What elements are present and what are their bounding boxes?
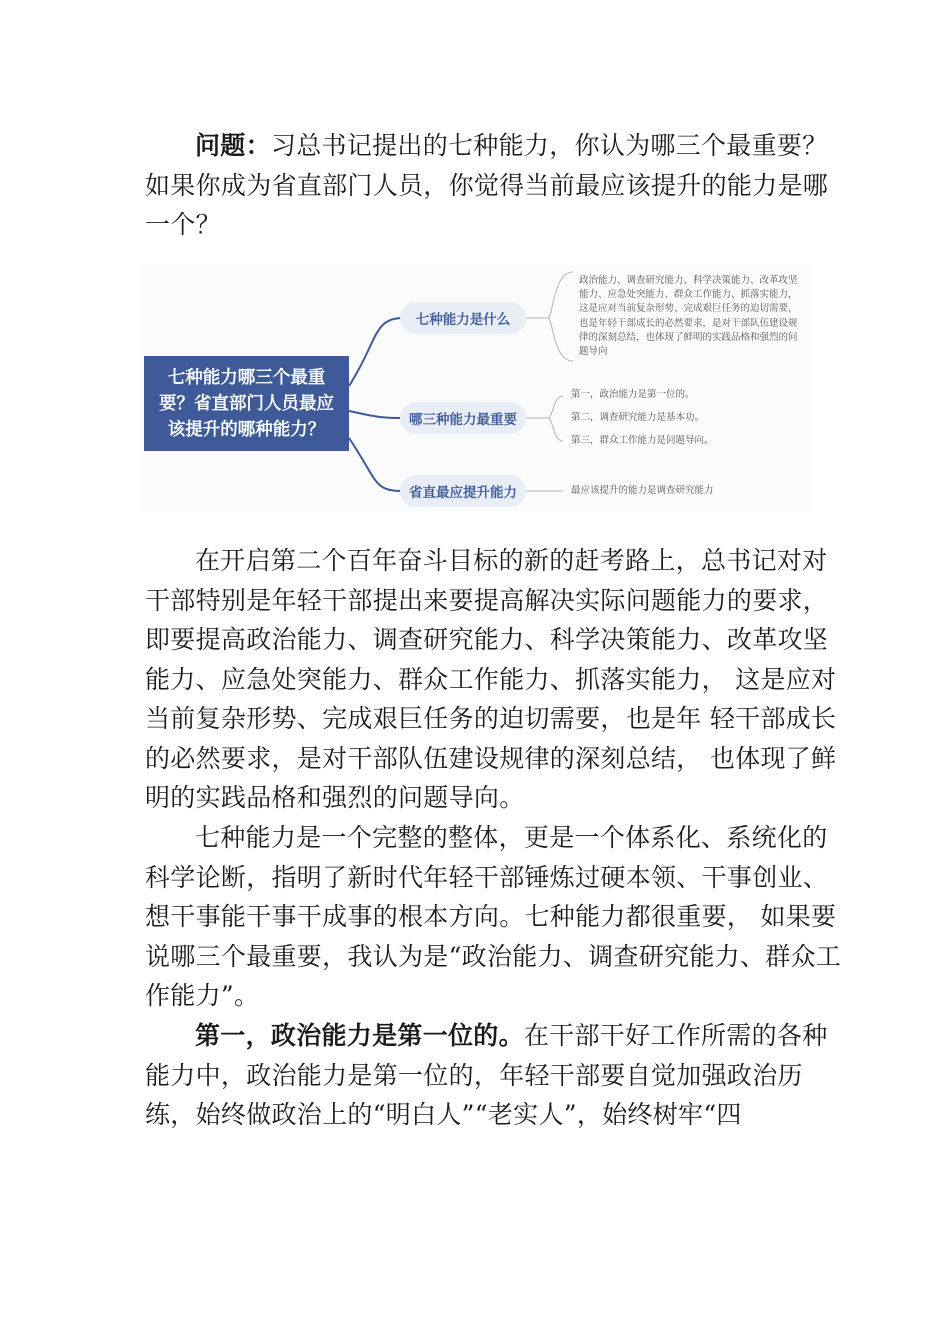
mindmap-leaf-second: 第二，调查研究能力是基本功。 (571, 412, 705, 423)
mindmap-branch-improve (400, 475, 526, 507)
body-paragraph-2: 七种能力是一个完整的整体，更是一个体系化、系统化的科学论断，指明了新时代年轻干部锤炼过硬本领、干事创业、想干事能干事干成事的根本方向。七种能力都很重要， 如果要说哪三个最重要，我认为是“政治能力、调查研究能力、群众工作能力”。 (145, 823, 842, 1010)
mindmap-leaf-description: 政治能力、调查研究能力、科学决策能力、改革攻坚能力、应急处突能力、群众工作能力、抓落实能力，这是应对当前复杂形势、完成艰巨任务的迫切需要，也是年轻干部成长的必然要求，是对干部队伍建设规律的深刻总结，也体现了鲜明的实践品格和强烈的问题导向 (579, 275, 798, 358)
branch-label: 七种能力是什么 (415, 312, 511, 328)
question-text: 习总书记提出的七种能力，你认为哪三个最重要？如果你成为省直部门人员，你觉得当前最应该提升的能力是哪一个？ (145, 131, 829, 239)
mindmap-root-node (144, 356, 349, 451)
paragraph-3-lead: 第一，政治能力是第一位的。 (195, 1021, 524, 1050)
mindmap-leaf-improve: 最应该提升的能力是调查研究能力 (571, 485, 714, 496)
body-paragraph-3 (145, 1016, 845, 1135)
mindmap-branch-top-three (400, 402, 526, 434)
branch-label: 哪三种能力最重要 (409, 412, 517, 428)
mindmap-leaf-first: 第一，政治能力是第一位的。 (571, 389, 695, 400)
body-paragraph-1: 在开启第二个百年奋斗目标的新的赶考路上，总书记对对干部特别是年轻干部提出来要提高解决实际问题能力的要求，即要提高政治能力、调查研究能力、科学决策能力、改革攻坚能力、应急处突能力、群众工作能力、抓落实能力， 这是应对当前复杂形势、完成艰巨任务的迫切需要，也是年 轻干部成长的必然要求，是对干部队伍建设规律的深刻总结， 也体现了鲜明的实践品格和强烈的问题导向。 (145, 546, 837, 812)
mindmap-branch-what (400, 302, 526, 334)
question-label: 问题： (195, 131, 271, 160)
mindmap-leaf-third: 第三，群众工作能力是问题导向。 (571, 435, 714, 446)
question-paragraph (145, 126, 845, 245)
mindmap-root-text: 七种能力哪三个最重要？省直部门人员最应该提升的哪种能力？ (159, 367, 334, 440)
branch-label: 省直最应提升能力 (409, 485, 517, 501)
paragraph-3-text: 在干部干好工作所需的各种能力中，政治能力是第一位的，年轻干部要自觉加强政治历练，始终做政治上的“明白人”“老实人”，始终树牢“四 (145, 1021, 828, 1129)
mindmap-figure (143, 266, 810, 512)
